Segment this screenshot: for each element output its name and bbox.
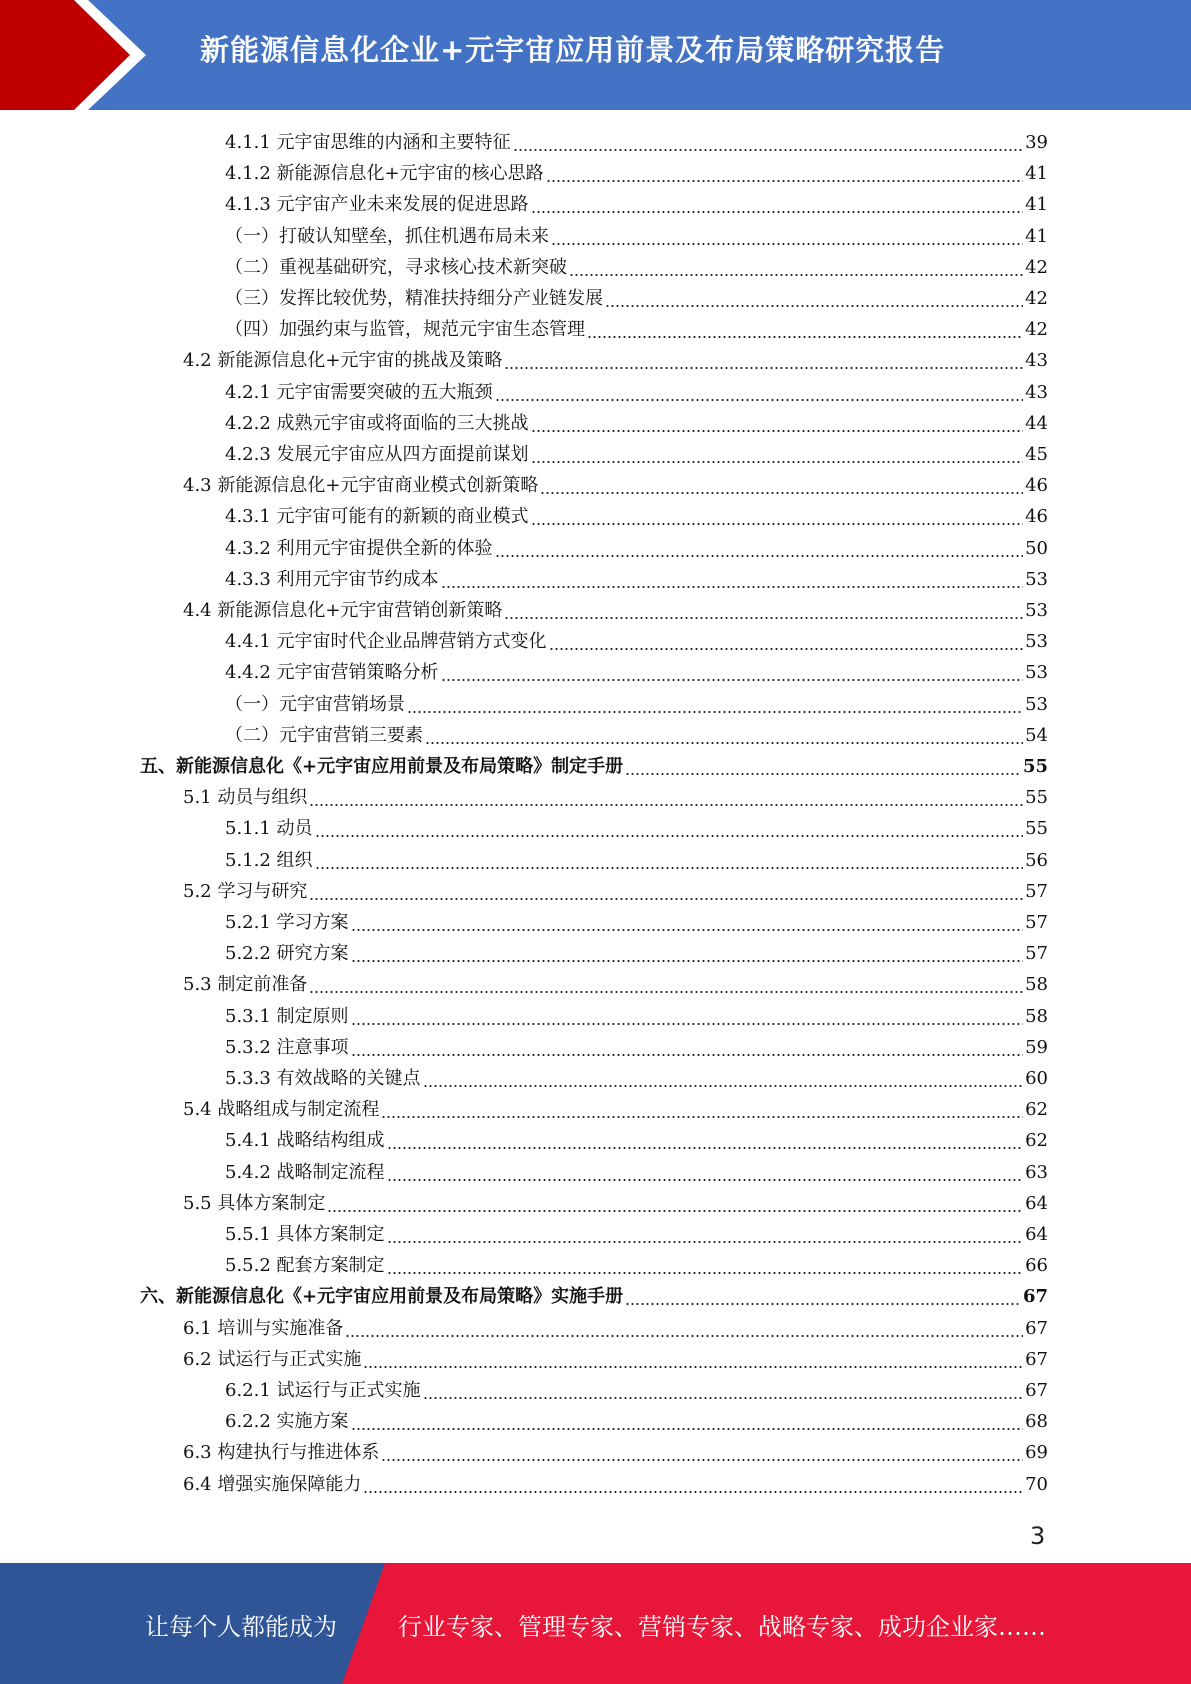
toc-entry[interactable] (225, 813, 1048, 844)
toc-entry[interactable] (225, 1406, 1048, 1437)
toc-leader-dots (387, 1147, 1024, 1149)
toc-entry[interactable] (225, 252, 1048, 283)
toc-leader-dots (407, 711, 1023, 713)
toc-leader-dots (625, 773, 1021, 775)
toc-leader-dots (351, 960, 1024, 962)
toc-entry-title: 4.4.1 元宇宙时代企业品牌营销方式变化 (225, 631, 547, 652)
footer-slogan-left: 让每个人都能成为 (145, 1613, 337, 1641)
toc-entry-page: 56 (1025, 850, 1048, 871)
toc-entry[interactable] (183, 782, 1048, 813)
toc-entry-page: 55 (1025, 818, 1048, 839)
toc-entry-title: 5.1 动员与组织 (183, 787, 308, 808)
toc-entry[interactable] (225, 657, 1048, 688)
toc-leader-dots (441, 679, 1024, 681)
toc-entry[interactable] (225, 1125, 1048, 1156)
toc-entry-title: 5.3.1 制定原则 (225, 1006, 349, 1027)
toc-leader-dots (327, 1210, 1023, 1212)
toc-entry-title: （一）打破认知壁垒，抓住机遇布局未来 (225, 226, 549, 247)
toc-entry[interactable] (183, 470, 1048, 501)
toc-entry-title: 6.2.2 实施方案 (225, 1411, 349, 1432)
toc-entry-page: 67 (1022, 1286, 1048, 1307)
toc-entry[interactable] (183, 969, 1048, 1000)
toc-entry-page: 53 (1025, 694, 1048, 715)
toc-leader-dots (381, 1459, 1023, 1461)
toc-entry-page: 57 (1025, 912, 1048, 933)
toc-entry[interactable] (225, 564, 1048, 595)
toc-entry-page: 70 (1025, 1474, 1048, 1495)
toc-leader-dots (425, 742, 1023, 744)
toc-entry-page: 43 (1025, 350, 1048, 371)
toc-entry-title: 5.1.1 动员 (225, 818, 313, 839)
toc-leader-dots (587, 336, 1023, 338)
toc-entry-title: 4.2.2 成熟元宇宙或将面临的三大挑战 (225, 413, 529, 434)
toc-entry-page: 45 (1025, 444, 1048, 465)
toc-entry-page: 53 (1025, 569, 1048, 590)
toc-entry-title: （二）元宇宙营销三要素 (225, 725, 423, 746)
toc-entry-title: 4.2 新能源信息化+元宇宙的挑战及策略 (183, 350, 503, 371)
toc-entry[interactable] (225, 1001, 1048, 1032)
toc-leader-dots (513, 149, 1024, 151)
toc-leader-dots (531, 461, 1024, 463)
toc-entry[interactable] (225, 221, 1048, 252)
toc-leader-dots (531, 211, 1024, 213)
toc-entry[interactable] (183, 1344, 1048, 1375)
toc-entry-page: 53 (1025, 662, 1048, 683)
toc-entry-page: 63 (1025, 1162, 1048, 1183)
toc-entry-title: 5.5.1 具体方案制定 (225, 1224, 385, 1245)
toc-entry-page: 50 (1025, 538, 1048, 559)
toc-entry[interactable] (225, 189, 1048, 220)
toc-entry[interactable] (225, 1063, 1048, 1094)
toc-entry-title: （三）发挥比较优势，精准扶持细分产业链发展 (225, 288, 603, 309)
toc-entry-title: 5.2.1 学习方案 (225, 912, 349, 933)
toc-entry-title: 6.3 构建执行与推进体系 (183, 1442, 380, 1463)
toc-entry-title: 6.2 试运行与正式实施 (183, 1349, 362, 1370)
toc-entry-page: 67 (1025, 1380, 1048, 1401)
toc-entry-title: 4.3.1 元宇宙可能有的新颖的商业模式 (225, 506, 529, 527)
toc-entry-page: 42 (1025, 288, 1048, 309)
toc-entry-title: 六、新能源信息化《+元宇宙应用前景及布局策略》实施手册 (140, 1286, 624, 1307)
toc-leader-dots (351, 1054, 1024, 1056)
toc-entry-page: 60 (1025, 1068, 1048, 1089)
toc-entry-page: 53 (1025, 631, 1048, 652)
toc-entry[interactable] (225, 1375, 1048, 1406)
toc-entry[interactable] (225, 501, 1048, 532)
toc-leader-dots (363, 1491, 1023, 1493)
toc-entry-page: 55 (1022, 756, 1048, 777)
toc-entry-page: 68 (1025, 1411, 1048, 1432)
toc-entry-page: 46 (1025, 506, 1048, 527)
toc-entry-page: 46 (1025, 475, 1048, 496)
toc-entry[interactable] (225, 158, 1048, 189)
toc-entry-title: 5.1.2 组织 (225, 850, 313, 871)
toc-entry-title: 5.4 战略组成与制定流程 (183, 1099, 380, 1120)
toc-entry[interactable] (225, 1157, 1048, 1188)
toc-entry-page: 42 (1025, 257, 1048, 278)
toc-entry-title: 4.3.2 利用元宇宙提供全新的体验 (225, 538, 493, 559)
toc-entry[interactable] (225, 1219, 1048, 1250)
toc-entry-page: 57 (1025, 943, 1048, 964)
toc-entry-title: 五、新能源信息化《+元宇宙应用前景及布局策略》制定手册 (140, 756, 624, 777)
toc-entry[interactable] (225, 314, 1048, 345)
toc-leader-dots (531, 430, 1024, 432)
page-number: 3 (1030, 1522, 1046, 1550)
toc-entry[interactable] (183, 1094, 1048, 1125)
toc-leader-dots (441, 586, 1024, 588)
toc-entry-title: 4.3.3 利用元宇宙节约成本 (225, 569, 439, 590)
toc-entry-page: 54 (1025, 725, 1048, 746)
toc-entry-title: 4.1.2 新能源信息化+元宇宙的核心思路 (225, 163, 544, 184)
toc-entry[interactable] (225, 283, 1048, 314)
toc-leader-dots (363, 1366, 1023, 1368)
toc-entry[interactable] (183, 595, 1048, 626)
toc-entry[interactable] (225, 907, 1048, 938)
toc-entry-title: 5.4.2 战略制定流程 (225, 1162, 385, 1183)
toc-entry[interactable] (225, 127, 1048, 158)
toc-entry[interactable] (225, 1250, 1048, 1281)
toc-leader-dots (531, 523, 1024, 525)
toc-leader-dots (345, 1335, 1023, 1337)
toc-entry-page: 58 (1025, 974, 1048, 995)
toc-entry-title: 5.2.2 研究方案 (225, 943, 349, 964)
toc-leader-dots (495, 555, 1024, 557)
page-header (0, 0, 1191, 110)
toc-leader-dots (315, 867, 1024, 869)
toc-entry-page: 41 (1025, 194, 1048, 215)
toc-leader-dots (387, 1241, 1024, 1243)
toc-entry-page: 67 (1025, 1349, 1048, 1370)
toc-entry[interactable] (225, 408, 1048, 439)
toc-leader-dots (423, 1085, 1024, 1087)
toc-leader-dots (495, 399, 1024, 401)
toc-entry-title: 4.1.1 元宇宙思维的内涵和主要特征 (225, 132, 511, 153)
toc-entry-page: 62 (1025, 1099, 1048, 1120)
toc-entry-title: （二）重视基础研究，寻求核心技术新突破 (225, 257, 567, 278)
toc-entry[interactable] (183, 1469, 1048, 1500)
toc-entry[interactable] (225, 938, 1048, 969)
toc-entry-page: 44 (1025, 413, 1048, 434)
toc-entry-title: 5.4.1 战略结构组成 (225, 1130, 385, 1151)
toc-entry-page: 41 (1025, 226, 1048, 247)
toc-entry[interactable] (225, 626, 1048, 657)
toc-leader-dots (569, 274, 1023, 276)
toc-leader-dots (351, 1428, 1024, 1430)
toc-entry[interactable] (225, 845, 1048, 876)
toc-leader-dots (504, 617, 1023, 619)
toc-leader-dots (387, 1272, 1024, 1274)
toc-leader-dots (381, 1116, 1023, 1118)
toc-leader-dots (309, 804, 1023, 806)
toc-leader-dots (351, 1023, 1024, 1025)
footer-slogan-right: 行业专家、管理专家、营销专家、战略专家、成功企业家…… (398, 1613, 1046, 1641)
toc-entry[interactable] (183, 1313, 1048, 1344)
toc-leader-dots (423, 1397, 1024, 1399)
toc-leader-dots (546, 180, 1023, 182)
toc-entry-title: 4.4 新能源信息化+元宇宙营销创新策略 (183, 600, 503, 621)
toc-entry-title: 5.5 具体方案制定 (183, 1193, 326, 1214)
toc-entry[interactable] (183, 1188, 1048, 1219)
toc-entry-title: 4.1.3 元宇宙产业未来发展的促进思路 (225, 194, 529, 215)
toc-leader-dots (351, 929, 1024, 931)
toc-leader-dots (315, 835, 1024, 837)
page-footer (0, 1563, 1191, 1684)
toc-entry-title: 5.3.3 有效战略的关键点 (225, 1068, 421, 1089)
toc-entry[interactable] (225, 1032, 1048, 1063)
toc-entry-title: 4.3 新能源信息化+元宇宙商业模式创新策略 (183, 475, 539, 496)
toc-leader-dots (625, 1303, 1021, 1305)
toc-entry-title: 5.3.2 注意事项 (225, 1037, 349, 1058)
toc-entry[interactable] (225, 720, 1048, 751)
toc-entry[interactable] (183, 1437, 1048, 1468)
toc-entry[interactable] (225, 689, 1048, 720)
toc-entry-page: 62 (1025, 1130, 1048, 1151)
toc-entry-page: 57 (1025, 881, 1048, 902)
toc-leader-dots (549, 648, 1024, 650)
toc-entry-title: 6.4 增强实施保障能力 (183, 1474, 362, 1495)
toc-entry-page: 43 (1025, 382, 1048, 403)
toc-entry-page: 67 (1025, 1318, 1048, 1339)
toc-entry-title: 4.2.3 发展元宇宙应从四方面提前谋划 (225, 444, 529, 465)
toc-entry[interactable] (225, 533, 1048, 564)
toc-entry-title: 4.4.2 元宇宙营销策略分析 (225, 662, 439, 683)
toc-entry-page: 41 (1025, 163, 1048, 184)
toc-entry-page: 59 (1025, 1037, 1048, 1058)
toc-leader-dots (540, 492, 1023, 494)
toc-leader-dots (387, 1179, 1024, 1181)
toc-entry-title: 6.1 培训与实施准备 (183, 1318, 344, 1339)
toc-leader-dots (309, 898, 1023, 900)
toc-leader-dots (551, 243, 1023, 245)
toc-entry-page: 42 (1025, 319, 1048, 340)
toc-entry[interactable] (140, 1281, 1048, 1312)
toc-entry-title: （四）加强约束与监管，规范元宇宙生态管理 (225, 319, 585, 340)
toc-entry-page: 58 (1025, 1006, 1048, 1027)
toc-entry-page: 64 (1025, 1224, 1048, 1245)
toc-leader-dots (504, 367, 1023, 369)
toc-entry[interactable] (183, 345, 1048, 376)
toc-entry[interactable] (140, 751, 1048, 782)
toc-entry-page: 53 (1025, 600, 1048, 621)
toc-entry-page: 64 (1025, 1193, 1048, 1214)
toc-entry-title: 5.2 学习与研究 (183, 881, 308, 902)
toc-leader-dots (309, 991, 1023, 993)
report-title: 新能源信息化企业+元宇宙应用前景及布局策略研究报告 (200, 33, 946, 67)
toc-entry-page: 55 (1025, 787, 1048, 808)
toc-entry-page: 69 (1025, 1442, 1048, 1463)
toc-entry-title: 6.2.1 试运行与正式实施 (225, 1380, 421, 1401)
toc-entry-page: 66 (1025, 1255, 1048, 1276)
toc-leader-dots (605, 305, 1023, 307)
toc-entry-title: （一）元宇宙营销场景 (225, 694, 405, 715)
toc-entry-title: 5.3 制定前准备 (183, 974, 308, 995)
toc-entry[interactable] (183, 876, 1048, 907)
toc-entry[interactable] (225, 439, 1048, 470)
toc-entry-title: 5.5.2 配套方案制定 (225, 1255, 385, 1276)
toc-entry-page: 39 (1025, 132, 1048, 153)
toc-entry-title: 4.2.1 元宇宙需要突破的五大瓶颈 (225, 382, 493, 403)
toc-entry[interactable] (225, 377, 1048, 408)
